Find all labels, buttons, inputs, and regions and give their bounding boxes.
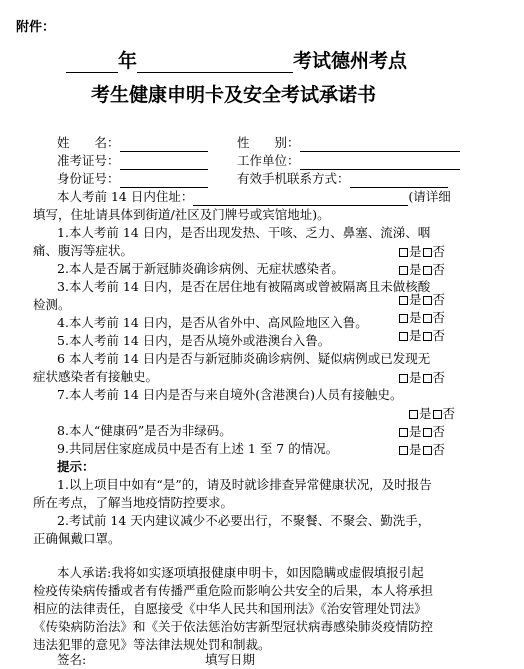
question-7: 7.本人考前 14 日内是否与来自境外(含港澳台)人员有接触史。 bbox=[57, 387, 403, 402]
id-label: 身份证号： bbox=[57, 171, 120, 186]
q7-no-checkbox[interactable] bbox=[433, 410, 442, 419]
question-5: 5.本人考前 14 日内，是否从境外或港澳台入鲁。 bbox=[57, 333, 331, 348]
q9-no-checkbox[interactable] bbox=[423, 446, 432, 455]
phone-field bbox=[237, 170, 448, 188]
q3-yes-checkbox[interactable] bbox=[399, 296, 408, 305]
question-5-options bbox=[398, 326, 445, 344]
no-label: 否 bbox=[432, 244, 446, 259]
pledge-line-1: 本人承诺:我将如实逐项填报健康申明卡，如因隐瞒或虚假填报引起 bbox=[57, 565, 424, 580]
exam-name-blank[interactable] bbox=[137, 54, 293, 73]
question-9-options bbox=[398, 440, 445, 458]
q6-yes-checkbox[interactable] bbox=[399, 374, 408, 383]
q4-no-checkbox[interactable] bbox=[423, 314, 432, 323]
date-label: 填写日期 bbox=[205, 652, 256, 667]
address-line-1 bbox=[57, 188, 451, 206]
question-9: 9.共同居住家庭成员中是否有上述 1 至 7 的情况。 bbox=[57, 441, 339, 456]
no-label: 否 bbox=[432, 424, 446, 439]
question-2-options bbox=[398, 260, 445, 278]
question-1-line-1: 1.本人考前 14 日内，是否出现发热、干咳、乏力、鼻塞、流涕、咽 bbox=[57, 225, 431, 240]
question-2: 2.本人是否属于新冠肺炎确诊病例、无症状感染者。 bbox=[57, 261, 344, 276]
admission-label: 准考证号： bbox=[57, 153, 120, 168]
tips-heading: 提示： bbox=[57, 459, 95, 474]
pledge-line-4: 《传染病防治法》和《关于依法惩治妨害新型冠状病毒感染肺炎疫情防控 bbox=[33, 619, 434, 634]
no-label: 否 bbox=[432, 262, 446, 277]
question-6-options bbox=[398, 368, 445, 386]
q5-no-checkbox[interactable] bbox=[423, 332, 432, 341]
no-label: 否 bbox=[442, 406, 456, 421]
question-8-options bbox=[398, 422, 445, 440]
no-label: 否 bbox=[432, 310, 446, 325]
exam-place-label: 考试德州考点 bbox=[293, 50, 408, 72]
gender-field bbox=[237, 134, 460, 152]
yes-label: 是 bbox=[409, 310, 422, 325]
year-blank[interactable] bbox=[66, 54, 118, 73]
page-title: 考生健康申明卡及安全考试承诺书 bbox=[91, 84, 377, 106]
admission-input[interactable] bbox=[120, 155, 208, 170]
q8-yes-checkbox[interactable] bbox=[399, 428, 408, 437]
tip-1-line-2: 所在考点，了解当地疫情防控要求。 bbox=[33, 495, 234, 510]
tip-2-line-2: 正确佩戴口罩。 bbox=[33, 531, 121, 546]
no-label: 否 bbox=[432, 328, 446, 343]
work-unit-input[interactable] bbox=[300, 155, 460, 170]
yes-label: 是 bbox=[409, 262, 422, 277]
id-input[interactable] bbox=[120, 173, 208, 188]
question-6-line-2: 症状感染者有接触史。 bbox=[33, 369, 159, 384]
question-4-options bbox=[398, 308, 445, 326]
question-3-line-1: 3.本人考前 14 日内，是否在居住地有被隔离或曾被隔离且未做核酸 bbox=[57, 279, 431, 294]
tip-2-line-1: 2.考试前 14 天内建议减少不必要出行，不聚餐、不聚会、勤洗手， bbox=[57, 513, 431, 528]
tip-1-line-1: 1.以上项目中如有“是”的，请及时就诊排查异常健康状况，及时报告 bbox=[57, 477, 432, 492]
yes-label: 是 bbox=[409, 328, 422, 343]
yes-label: 是 bbox=[409, 442, 422, 457]
yes-label: 是 bbox=[409, 370, 422, 385]
question-3-line-2: 检测。 bbox=[33, 297, 71, 312]
q7-yes-checkbox[interactable] bbox=[409, 410, 418, 419]
phone-input[interactable] bbox=[350, 173, 448, 188]
yes-label: 是 bbox=[409, 244, 422, 259]
year-label: 年 bbox=[118, 50, 138, 72]
pledge-line-3: 相应的法律责任，自愿接受《中华人民共和国刑法》《治安管理处罚法》 bbox=[33, 601, 427, 616]
question-1-options bbox=[398, 242, 445, 260]
signature-label: 签名: bbox=[57, 652, 87, 667]
pledge-line-5: 违法犯罪的意见》等法律法规处罚和制裁。 bbox=[33, 637, 271, 652]
question-6-line-1: 6 本人考前 14 日内是否与新冠肺炎确诊病例、疑似病例或已发现无 bbox=[57, 351, 431, 366]
gender-label: 性 别： bbox=[237, 135, 300, 150]
no-label: 否 bbox=[432, 292, 446, 307]
yes-label: 是 bbox=[419, 406, 432, 421]
phone-label: 有效手机联系方式： bbox=[237, 171, 350, 186]
admission-field bbox=[57, 152, 208, 170]
name-field bbox=[57, 134, 208, 152]
q2-yes-checkbox[interactable] bbox=[399, 266, 408, 275]
attachment-label: 附件： bbox=[16, 20, 56, 35]
address-prefix: 本人考前 14 日内住址： bbox=[57, 189, 194, 204]
question-3-options bbox=[398, 290, 445, 308]
question-7-options bbox=[408, 404, 455, 422]
question-4: 4.本人考前 14 日内，是否从省外中、高风险地区入鲁。 bbox=[57, 315, 368, 330]
pledge-line-2: 检疫传染病传播或者有传播严重危险而影响公共安全的后果，本人将承担 bbox=[33, 583, 434, 598]
q1-no-checkbox[interactable] bbox=[423, 248, 432, 257]
q3-no-checkbox[interactable] bbox=[423, 296, 432, 305]
work-unit-field bbox=[237, 152, 460, 170]
q4-yes-checkbox[interactable] bbox=[399, 314, 408, 323]
address-suffix: (请详细 bbox=[408, 189, 451, 204]
q8-no-checkbox[interactable] bbox=[423, 428, 432, 437]
yes-label: 是 bbox=[409, 292, 422, 307]
address-line-2: 填写，住址请具体到街道/社区及门牌号或宾馆地址)。 bbox=[33, 207, 330, 222]
q2-no-checkbox[interactable] bbox=[423, 266, 432, 275]
yes-label: 是 bbox=[409, 424, 422, 439]
q5-yes-checkbox[interactable] bbox=[399, 332, 408, 341]
name-label: 姓 名： bbox=[57, 135, 120, 150]
address-input[interactable] bbox=[193, 191, 408, 206]
q6-no-checkbox[interactable] bbox=[423, 374, 432, 383]
question-1-line-2: 痛、腹泻等症状。 bbox=[33, 243, 134, 258]
title-line-1 bbox=[66, 46, 407, 73]
id-field bbox=[57, 170, 208, 188]
question-8: 8.本人“健康码”是否为非绿码。 bbox=[57, 423, 232, 438]
name-input[interactable] bbox=[120, 137, 208, 152]
work-unit-label: 工作单位： bbox=[237, 153, 300, 168]
no-label: 否 bbox=[432, 370, 446, 385]
q9-yes-checkbox[interactable] bbox=[399, 446, 408, 455]
no-label: 否 bbox=[432, 442, 446, 457]
q1-yes-checkbox[interactable] bbox=[399, 248, 408, 257]
gender-input[interactable] bbox=[300, 137, 460, 152]
